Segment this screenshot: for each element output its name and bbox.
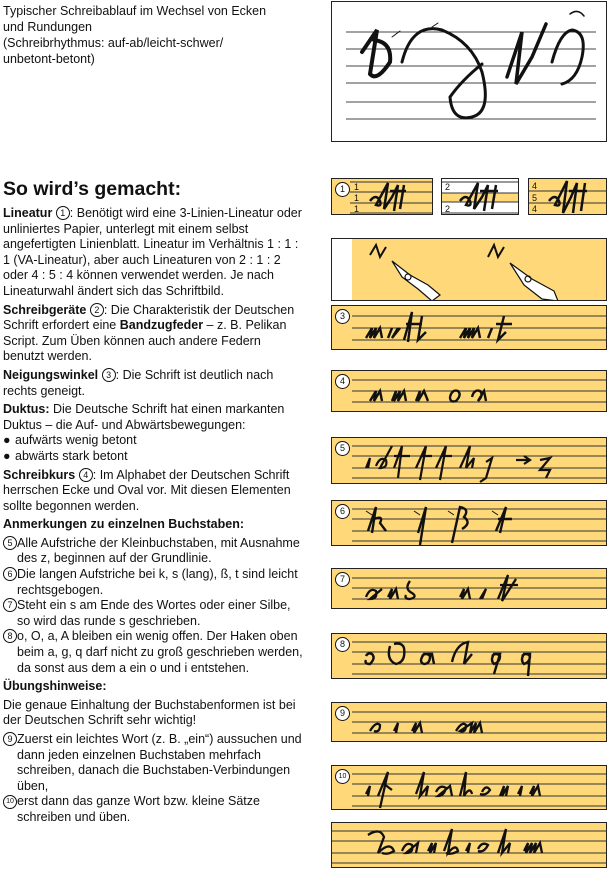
panel-number: 8 [335, 637, 350, 652]
panel-number: 7 [335, 572, 350, 587]
panel-number: 5 [335, 441, 350, 456]
ref-number-4: 4 [79, 468, 93, 482]
panel-schreibkurs-elements [331, 370, 607, 412]
bullet-icon: ● [3, 448, 11, 463]
ratio-label: 4 [532, 181, 538, 191]
panel-aufstriche [331, 437, 607, 484]
neigung-paragraph [3, 368, 303, 399]
handwriting-sample [332, 306, 606, 349]
handwriting-sample [332, 634, 606, 678]
bullet-text: aufwärts wenig betont [15, 433, 137, 448]
ratio-label: 2 [445, 182, 451, 192]
intro-caption [3, 3, 313, 67]
geraete-text: : Die Charakteristik der Deutschen Schrift erfordert eine [3, 302, 295, 333]
ref-number-1: 1 [56, 206, 70, 220]
instructions-column [3, 206, 303, 826]
panel-number: 6 [335, 504, 350, 519]
panel-number: 4 [335, 374, 350, 389]
anmerkungen-title [3, 517, 303, 533]
ref-number-2: 2 [90, 303, 104, 317]
panel-lineatur-c [528, 178, 607, 215]
ref-number-8: 8 [3, 629, 17, 643]
handwriting-sample [332, 501, 606, 545]
ref-number-3: 3 [102, 368, 116, 382]
note-7 [3, 598, 303, 629]
note-text: Steht ein s am Ende des Wortes oder einer Silbe, so wird das runde s geschrieben. [17, 598, 291, 628]
note-text: o, O, a, A bleiben ein wenig offen. Der Haken oben beim a, g, q darf nicht zu groß geschrieben werden, da sonst aus dem a ein o und i entstehen. [17, 629, 303, 675]
ratio-label: 1 [354, 204, 360, 214]
intro-line: und Rundungen [3, 20, 92, 34]
bullet-item [3, 449, 303, 465]
uebung-text: Die genaue Einhaltung der Buchstabenformen ist bei der Deutschen Schrift sehr wichtig! [3, 697, 296, 728]
note-6 [3, 567, 303, 598]
panel-ovale [331, 633, 607, 679]
handwriting-sample [332, 438, 606, 483]
ref-number-5: 5 [3, 536, 17, 550]
uebung-title [3, 679, 303, 695]
handwriting-sample [332, 569, 606, 608]
lineatur-text: : Benötigt wird eine 3-Linien-Lineatur oder unliniertes Papier, unterlegt mit einem selbst angefertigten Linienblatt. Lineatur im Verhältnis 1 : 1 : 1 (VA-Lineatur), aber auch Lineaturen von 2 : 1 : 2 oder 4 : 5 : 4 können verwendet werden. Je nach Lineaturwahl ändert sich das Schriftbild. [3, 206, 302, 298]
note-text: Zuerst ein leichtes Wort (z. B. „ein“) aussuchen und dann jeden einzelnen Buchstaben mehrfach schreiben, danach die Buchstaben-Verbindungen üben, [17, 732, 302, 793]
handwriting-sample [332, 703, 606, 741]
handwriting-sample [332, 766, 606, 809]
handwriting-sample [529, 179, 606, 214]
note-10 [3, 794, 303, 825]
panel-number: 10 [335, 769, 350, 784]
ref-number-10: 10 [3, 795, 17, 809]
panel-lineatur-a [331, 178, 433, 215]
ratio-label: 1 [354, 193, 360, 203]
note-8 [3, 629, 303, 676]
panel-uebung-satz [331, 822, 607, 868]
panel-neigungswinkel [331, 305, 607, 350]
note-text: erst dann das ganze Wort bzw. kleine Sätze schreiben und üben. [17, 794, 260, 824]
note-text: Alle Aufstriche der Kleinbuchstaben, mit Ausnahme des z, beginnen auf der Grundlinie. [17, 535, 300, 566]
ref-number-6: 6 [3, 567, 17, 581]
intro-line: (Schreibrhythmus: auf-ab/leicht-schwer/ [3, 36, 224, 50]
panel-lange-aufstriche [331, 500, 607, 546]
geraete-title: Schreibgeräte [3, 302, 87, 317]
bullet-item [3, 433, 303, 449]
duktus-paragraph [3, 402, 303, 433]
panel-lineatur-b [441, 178, 519, 215]
neigung-text: : Die Schrift ist deutlich nach rechts geneigt. [3, 367, 274, 398]
ratio-label: 2 [445, 204, 451, 214]
handwriting-sample [442, 179, 518, 214]
panel-number: 3 [335, 309, 350, 324]
neigung-title: Neigungswinkel [3, 367, 99, 382]
geraete-paragraph [3, 303, 303, 365]
rhythm-illustration-graphic [332, 2, 606, 141]
kurs-text: : Im Alphabet der Deutschen Schrift herrschen Ecke und Oval vor. Mit diesen Elementen sollte begonnen werden. [3, 467, 291, 513]
note-text: Die langen Aufstriche bei k, s (lang), ß, t sind leicht rechtsgebogen. [17, 567, 298, 597]
handwriting-sample [332, 371, 606, 411]
intro-line: unbetont-betont) [3, 52, 95, 66]
geraete-text-2: – z. B. Pelikan Script. Zum Üben können auch andere Federn benutzt werden. [3, 318, 287, 364]
panel-number: 1 [335, 182, 350, 197]
intro-line: Typischer Schreibablauf im Wechsel von Ecken [3, 4, 267, 18]
ratio-label: 4 [532, 204, 538, 214]
ref-number-7: 7 [3, 598, 17, 612]
panel-rundes-s [331, 568, 607, 609]
page-title: So wird’s gemacht: [3, 178, 182, 200]
panel-uebung-buchstaben [331, 702, 607, 742]
panel-schreibgeraete [331, 238, 607, 301]
panel-uebung-wort [331, 765, 607, 810]
geraete-bold: Bandzugfeder [119, 318, 204, 333]
panel-number: 9 [335, 706, 350, 721]
ref-number-9: 9 [3, 732, 17, 746]
rhythm-illustration [331, 1, 607, 142]
ratio-label: 1 [354, 182, 360, 192]
note-5 [3, 536, 303, 567]
duktus-text: Die Deutsche Schrift hat einen markanten Duktus – die Auf- und Abwärtsbewegungen: [3, 402, 285, 432]
uebung-title-text: Übungshinweise: [3, 679, 107, 694]
pen-nib-illustration [332, 239, 606, 300]
anmerkungen-title-text: Anmerkungen zu einzelnen Buchstaben: [3, 517, 245, 532]
handwriting-sample [332, 179, 432, 214]
lineatur-title: Lineatur [3, 206, 53, 220]
kurs-title: Schreibkurs [3, 467, 76, 482]
note-9 [3, 732, 303, 794]
lineatur-paragraph [3, 206, 303, 300]
duktus-title: Duktus: [3, 402, 50, 417]
kurs-paragraph [3, 468, 303, 515]
bullet-icon: ● [3, 433, 11, 448]
bullet-text: abwärts stark betont [15, 448, 128, 463]
handwriting-sample [332, 823, 606, 867]
ratio-label: 5 [532, 193, 538, 203]
